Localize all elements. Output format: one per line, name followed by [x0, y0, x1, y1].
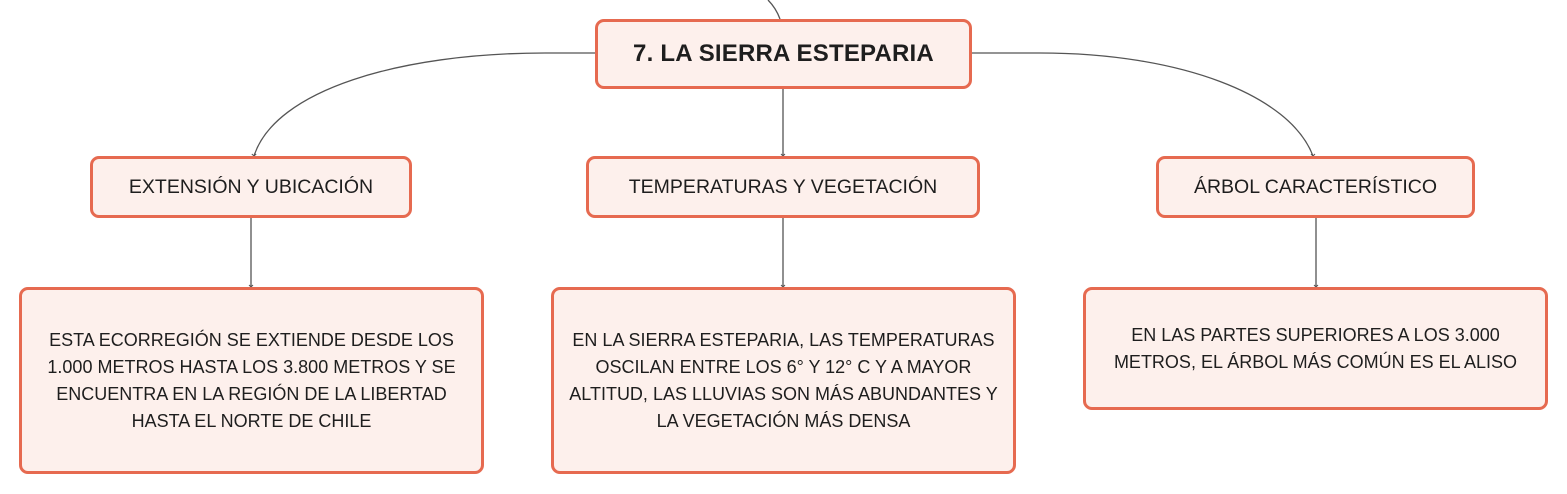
detail-node-tree[interactable] [1083, 287, 1548, 410]
connector-title-to-topic-3 [972, 53, 1313, 156]
topic-node-temperatures[interactable] [586, 156, 980, 218]
topic-node-tree[interactable] [1156, 156, 1475, 218]
detail-node-extension[interactable] [19, 287, 484, 474]
detail-text: ESTA ECORREGIÓN SE EXTIENDE DESDE LOS 1.000 METROS HASTA LOS 3.800 METROS Y SE ENCUENTRA EN LA REGIÓN DE LA LIBERTAD HASTA EL NORTE DE CHILE [47, 329, 456, 431]
detail-text: EN LA SIERRA ESTEPARIA, LAS TEMPERATURAS OSCILAN ENTRE LOS 6° Y 12° C Y A MAYOR ALTITUD, LAS LLUVIAS SON MÁS ABUNDANTES Y LA VEGETACIÓN MÁS DENSA [569, 329, 998, 431]
central-topic-label: 7. LA SIERRA ESTEPARIA [633, 40, 934, 67]
connector-parent-to-title [768, 0, 780, 19]
detail-text: EN LAS PARTES SUPERIORES A LOS 3.000 METROS, EL ÁRBOL MÁS COMÚN ES EL ALISO [1113, 324, 1518, 372]
connector-title-to-topic-1 [254, 53, 595, 156]
topic-label: EXTENSIÓN Y UBICACIÓN [128, 175, 374, 198]
topic-label: ÁRBOL CARACTERÍSTICO [1193, 175, 1438, 198]
topic-label: TEMPERATURAS Y VEGETACIÓN [628, 175, 938, 198]
central-topic-node[interactable] [595, 19, 972, 89]
topic-node-extension[interactable] [90, 156, 412, 218]
detail-node-temperatures[interactable] [551, 287, 1016, 474]
